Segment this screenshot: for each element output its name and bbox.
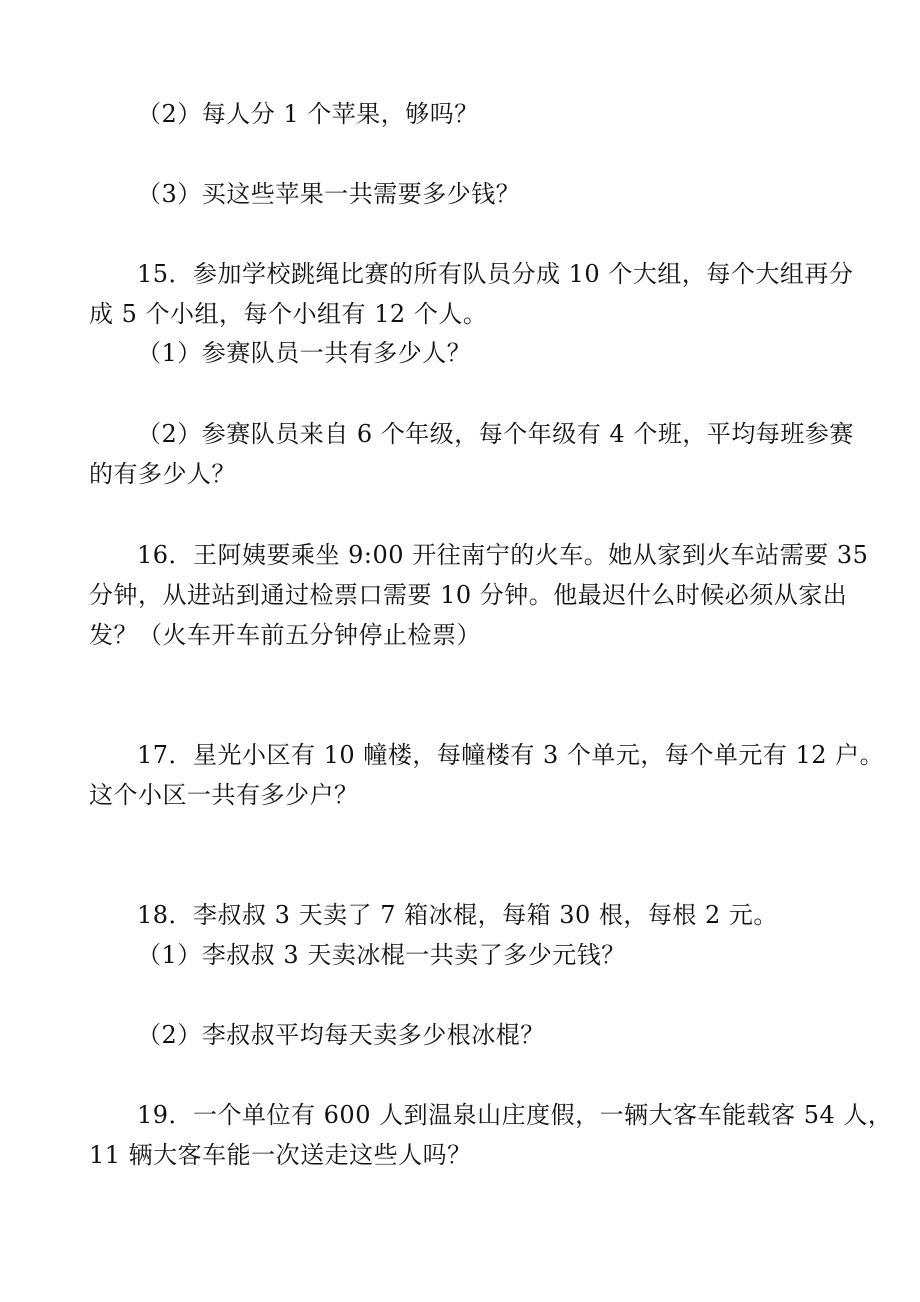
question-18-part-1: （1）李叔叔 3 天卖冰棍一共卖了多少元钱？ bbox=[137, 941, 626, 969]
question-17-text-line-2: 这个小区一共有多少户？ bbox=[89, 781, 359, 809]
question-18-text: 18．李叔叔 3 天卖了 7 箱冰棍，每箱 30 根，每根 2 元。 bbox=[137, 901, 778, 929]
question-15-part-1: （1）参赛队员一共有多少人？ bbox=[137, 339, 472, 367]
question-16-text-line-3: 发？（火车开车前五分钟停止检票） bbox=[89, 621, 481, 649]
question-16-text-line-1: 16．王阿姨要乘坐 9:00 开往南宁的火车。她从家到火车站需要 35 bbox=[137, 541, 869, 569]
question-15-part-2-line-1: （2）参赛队员来自 6 个年级，每个年级有 4 个班，平均每班参赛 bbox=[137, 420, 854, 448]
question-19-text-line-1: 19．一个单位有 600 人到温泉山庄度假，一辆大客车能载客 54 人， bbox=[137, 1101, 893, 1129]
question-14-part-3: （3）买这些苹果一共需要多少钱？ bbox=[137, 180, 521, 208]
question-19-text-line-2: 11 辆大客车能一次送走这些人吗？ bbox=[89, 1141, 472, 1169]
question-17-text-line-1: 17．星光小区有 10 幢楼，每幢楼有 3 个单元，每个单元有 12 户。 bbox=[137, 741, 885, 769]
question-15-part-2-line-2: 的有多少人？ bbox=[89, 460, 236, 488]
question-15-text-line-2: 成 5 个小组，每个小组有 12 个人。 bbox=[89, 300, 488, 328]
question-15-text-line-1: 15．参加学校跳绳比赛的所有队员分成 10 个大组，每个大组再分 bbox=[137, 260, 854, 288]
question-16-text-line-2: 分钟，从进站到通过检票口需要 10 分钟。他最迟什么时候必须从家出 bbox=[89, 581, 848, 609]
question-14-part-2: （2）每人分 1 个苹果，够吗？ bbox=[137, 100, 479, 128]
question-18-part-2: （2）李叔叔平均每天卖多少根冰棍？ bbox=[137, 1021, 545, 1049]
